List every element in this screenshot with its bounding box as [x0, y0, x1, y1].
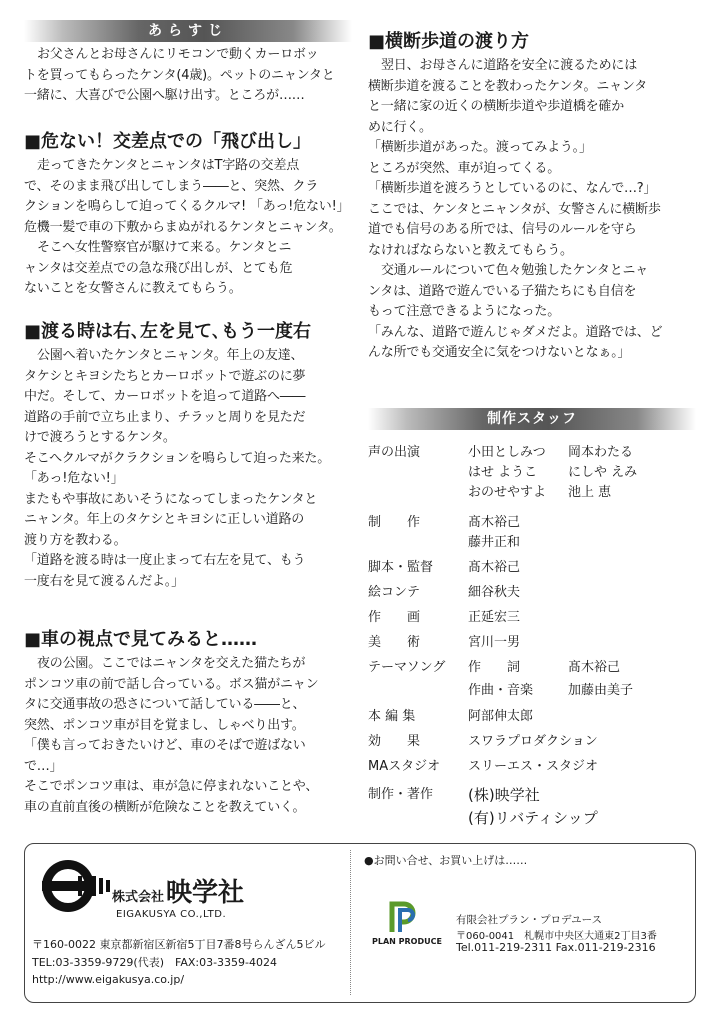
company-prefix: 株式会社 — [112, 890, 165, 905]
section-body — [368, 56, 696, 364]
staff-name: 髙木裕己 — [468, 515, 521, 530]
synopsis-banner: あらすじ — [24, 20, 352, 42]
staff-role: 制作・著作 — [368, 787, 434, 802]
staff-name: 正延宏三 — [468, 610, 521, 625]
company-name: 映学社 — [166, 878, 245, 908]
section-line: もって注意できるようになった。 — [368, 304, 561, 319]
staff-name: 小田としみつ — [468, 445, 546, 460]
section-line: ンタは、道路で遊んでいる子猫たちにも自信を — [368, 283, 637, 299]
section-line: 公園へ着いたケンタとニャンタ。年上の友達、 — [37, 348, 304, 363]
staff-role: 作 画 — [368, 610, 421, 625]
staff-name: 髙木裕己 — [568, 660, 621, 675]
staff-role: 制 作 — [368, 515, 421, 530]
dealer-name: 有限会社プラン・プロデユース — [456, 914, 603, 926]
section-line: そこへ女性警察官が駆けて来る。ケンタとニ — [37, 240, 292, 255]
section-line: 交通ルールについて色々勉強したケンタとニャ — [381, 263, 649, 278]
section-line: そこへクルマがクラクションを鳴らして迫った来た。 — [24, 450, 331, 466]
section-line: 「横断歩道があった。渡ってみよう。」 — [368, 140, 592, 155]
section-line: ところが突然、車が迫ってくる。 — [368, 160, 561, 176]
section-line: けで渡ろうとするケンタ。 — [24, 430, 176, 445]
section-line: ここでは、ケンタとニャンタが、女警さんに横断歩 — [368, 201, 661, 217]
staff-role: 声の出演 — [368, 445, 421, 460]
staff-name: 加藤由美子 — [568, 683, 634, 698]
inquiry-text: ●お問い合せ、お買い上げは…… — [364, 854, 528, 867]
staff-role: 脚本・監督 — [368, 560, 434, 575]
section-line: めに行く。 — [368, 119, 432, 135]
staff-name: はせ ようこ — [468, 465, 538, 480]
synopsis-line: トを買ってもらったケンタ(4歳)。ペットのニャンタと — [24, 67, 335, 83]
section-line: 翌日、お母さんに道路を安全に渡るためには — [381, 58, 638, 73]
staff-name: おのせやすよ — [468, 485, 547, 500]
synopsis-text — [24, 45, 352, 107]
plan-produce-logo-text: PLAN PRODUCE — [372, 937, 442, 946]
staff-name: 阿部伸太郎 — [468, 709, 534, 724]
section-line: そこでポンコツ車は、車が急に停まれないことや、 — [24, 779, 319, 794]
staff-name: (有)リバティシップ — [468, 809, 598, 827]
dealer-address: 〒060-0041 札幌市中央区大通東2丁目3番 — [456, 931, 657, 942]
section-line: ポンコツ車の前で話し合っている。ボス猫がニャン — [24, 676, 319, 692]
company-phone: TEL:03-3359-9729(代表) FAX:03-3359-4024 — [32, 956, 278, 969]
company-name-block — [112, 872, 244, 909]
section-line: 渡り方を教わる。 — [24, 532, 127, 548]
section-line: 「あっ!危ない!」 — [24, 471, 124, 486]
section-line: 道路の手前で立ち止まり、チラッと周りを見ただ — [24, 409, 306, 425]
section-line: んな所でも交通安全に気をつけないとなぁ。」 — [368, 345, 631, 360]
section-line: 突然、ポンコツ車が目を覚まし、しゃべり出す。 — [24, 717, 305, 733]
section-line: ャンタは交差点での急な飛び出しが、とても危 — [24, 260, 293, 276]
staff-name: 髙木裕己 — [468, 560, 521, 575]
section-line: で、そのまま飛び出してしまう――と、突然、クラ — [24, 178, 319, 194]
section-heading: ■危ない！交差点での「飛び出し」 — [24, 131, 312, 152]
staff-role: 本 編 集 — [368, 709, 416, 724]
section-body — [24, 654, 352, 818]
eigakusya-logo-icon — [38, 856, 114, 916]
footer-divider — [350, 850, 351, 995]
staff-name: 岡本わたる — [568, 445, 634, 460]
synopsis-line: 一緒に、大喜びで公園へ駆け出す。ところが…… — [24, 88, 305, 103]
plan-produce-logo-icon — [384, 898, 420, 934]
section-line: 「横断歩道を渡ろうとしているのに、なんで…?」 — [368, 181, 657, 196]
section-line: 「道路を渡る時は一度止まって右左を見て、もう — [24, 553, 306, 568]
staff-role: テーマソング — [368, 660, 446, 675]
staff-role: MAスタジオ — [368, 759, 441, 774]
section-heading: ■車の視点で見てみると…… — [24, 629, 258, 650]
section-line: 一度右を見て渡るんだよ。」 — [24, 573, 184, 589]
company-roman: EIGAKUSYA CO.,LTD. — [116, 909, 227, 920]
section-heading: ■横断歩道の渡り方 — [368, 31, 530, 52]
section-line: なければならないと教えてもらう。 — [368, 242, 573, 258]
synopsis-line: お父さんとお母さんにリモコンで動くカーロボッ — [37, 47, 319, 62]
section-body — [24, 156, 352, 300]
section-heading: ■渡る時は右､左を見て､もう一度右 — [24, 321, 312, 342]
section-line: またもや事故にあいそうになってしまったケンタと — [24, 491, 318, 507]
staff-name: 細谷秋夫 — [468, 585, 521, 600]
section-line: タに交通事故の恐さについて話している――と、 — [24, 697, 306, 712]
company-url[interactable]: http://www.eigakusya.co.jp/ — [32, 973, 185, 986]
staff-role: 効 果 — [368, 734, 421, 749]
section-line: 道でも信号のある所では、信号のルールを守ら — [368, 222, 637, 237]
dealer-phone: Tel.011-219-2311 Fax.011-219-2316 — [456, 941, 656, 954]
section-line: 横断歩道を渡ることを教わったケンタ。ニャンタ — [368, 78, 648, 94]
section-line: ニャンタ。年上のタケシとキヨシに正しい道路の — [24, 512, 305, 527]
staff-name: (株)映学社 — [468, 786, 540, 804]
staff-name: 藤井正和 — [468, 535, 521, 550]
section-line: 「僕も言っておきたいけど、車のそばで遊ばない — [24, 738, 306, 753]
section-line: クションを鳴らして迫ってくるクルマ! 「あっ!危ない!」 — [24, 199, 350, 214]
section-line: 夜の公園。ここではニャンタを交えた猫たちが — [37, 656, 306, 671]
staff-name: 宮川一男 — [468, 635, 521, 650]
company-address: 〒160-0022 東京都新宿区新宿5丁目7番8号らんざん5ビル — [32, 938, 326, 951]
section-body — [24, 346, 352, 592]
staff-name: スワラプロダクション — [468, 734, 598, 749]
section-line: 車の直前直後の横断が危険なことを教えていく。 — [24, 799, 306, 815]
staff-subrole: 作曲・音楽 — [468, 683, 534, 698]
section-line: 走ってきたケンタとニャンタはT字路の交差点 — [37, 158, 300, 173]
section-line: ないことを女警さんに教えてもらう。 — [24, 281, 242, 296]
section-line: 危機一髪で車の下敷からまぬがれるケンタとニャンタ。 — [24, 219, 342, 235]
section-line: で…」 — [24, 758, 63, 774]
staff-role: 美 術 — [368, 635, 421, 650]
staff-name: 池上 恵 — [568, 485, 612, 500]
section-line: と一緒に家の近くの横断歩道や歩道橋を確か — [368, 99, 625, 114]
staff-banner: 制作スタッフ — [368, 408, 696, 430]
staff-name: にしや えみ — [568, 465, 638, 480]
staff-role: 絵コンテ — [368, 585, 421, 600]
section-line: 「みんな、道路で遊んじゃダメだよ。道路では、ど — [368, 324, 663, 340]
staff-subrole: 作 詞 — [468, 660, 521, 675]
staff-name: スリーエス・スタジオ — [468, 759, 599, 774]
section-line: 中だ。そして、カーロボットを追って道路へ―― — [24, 389, 306, 404]
staff-list — [368, 443, 696, 833]
section-line: タケシとキヨシたちとカーロボットで遊ぶのに夢 — [24, 368, 306, 384]
